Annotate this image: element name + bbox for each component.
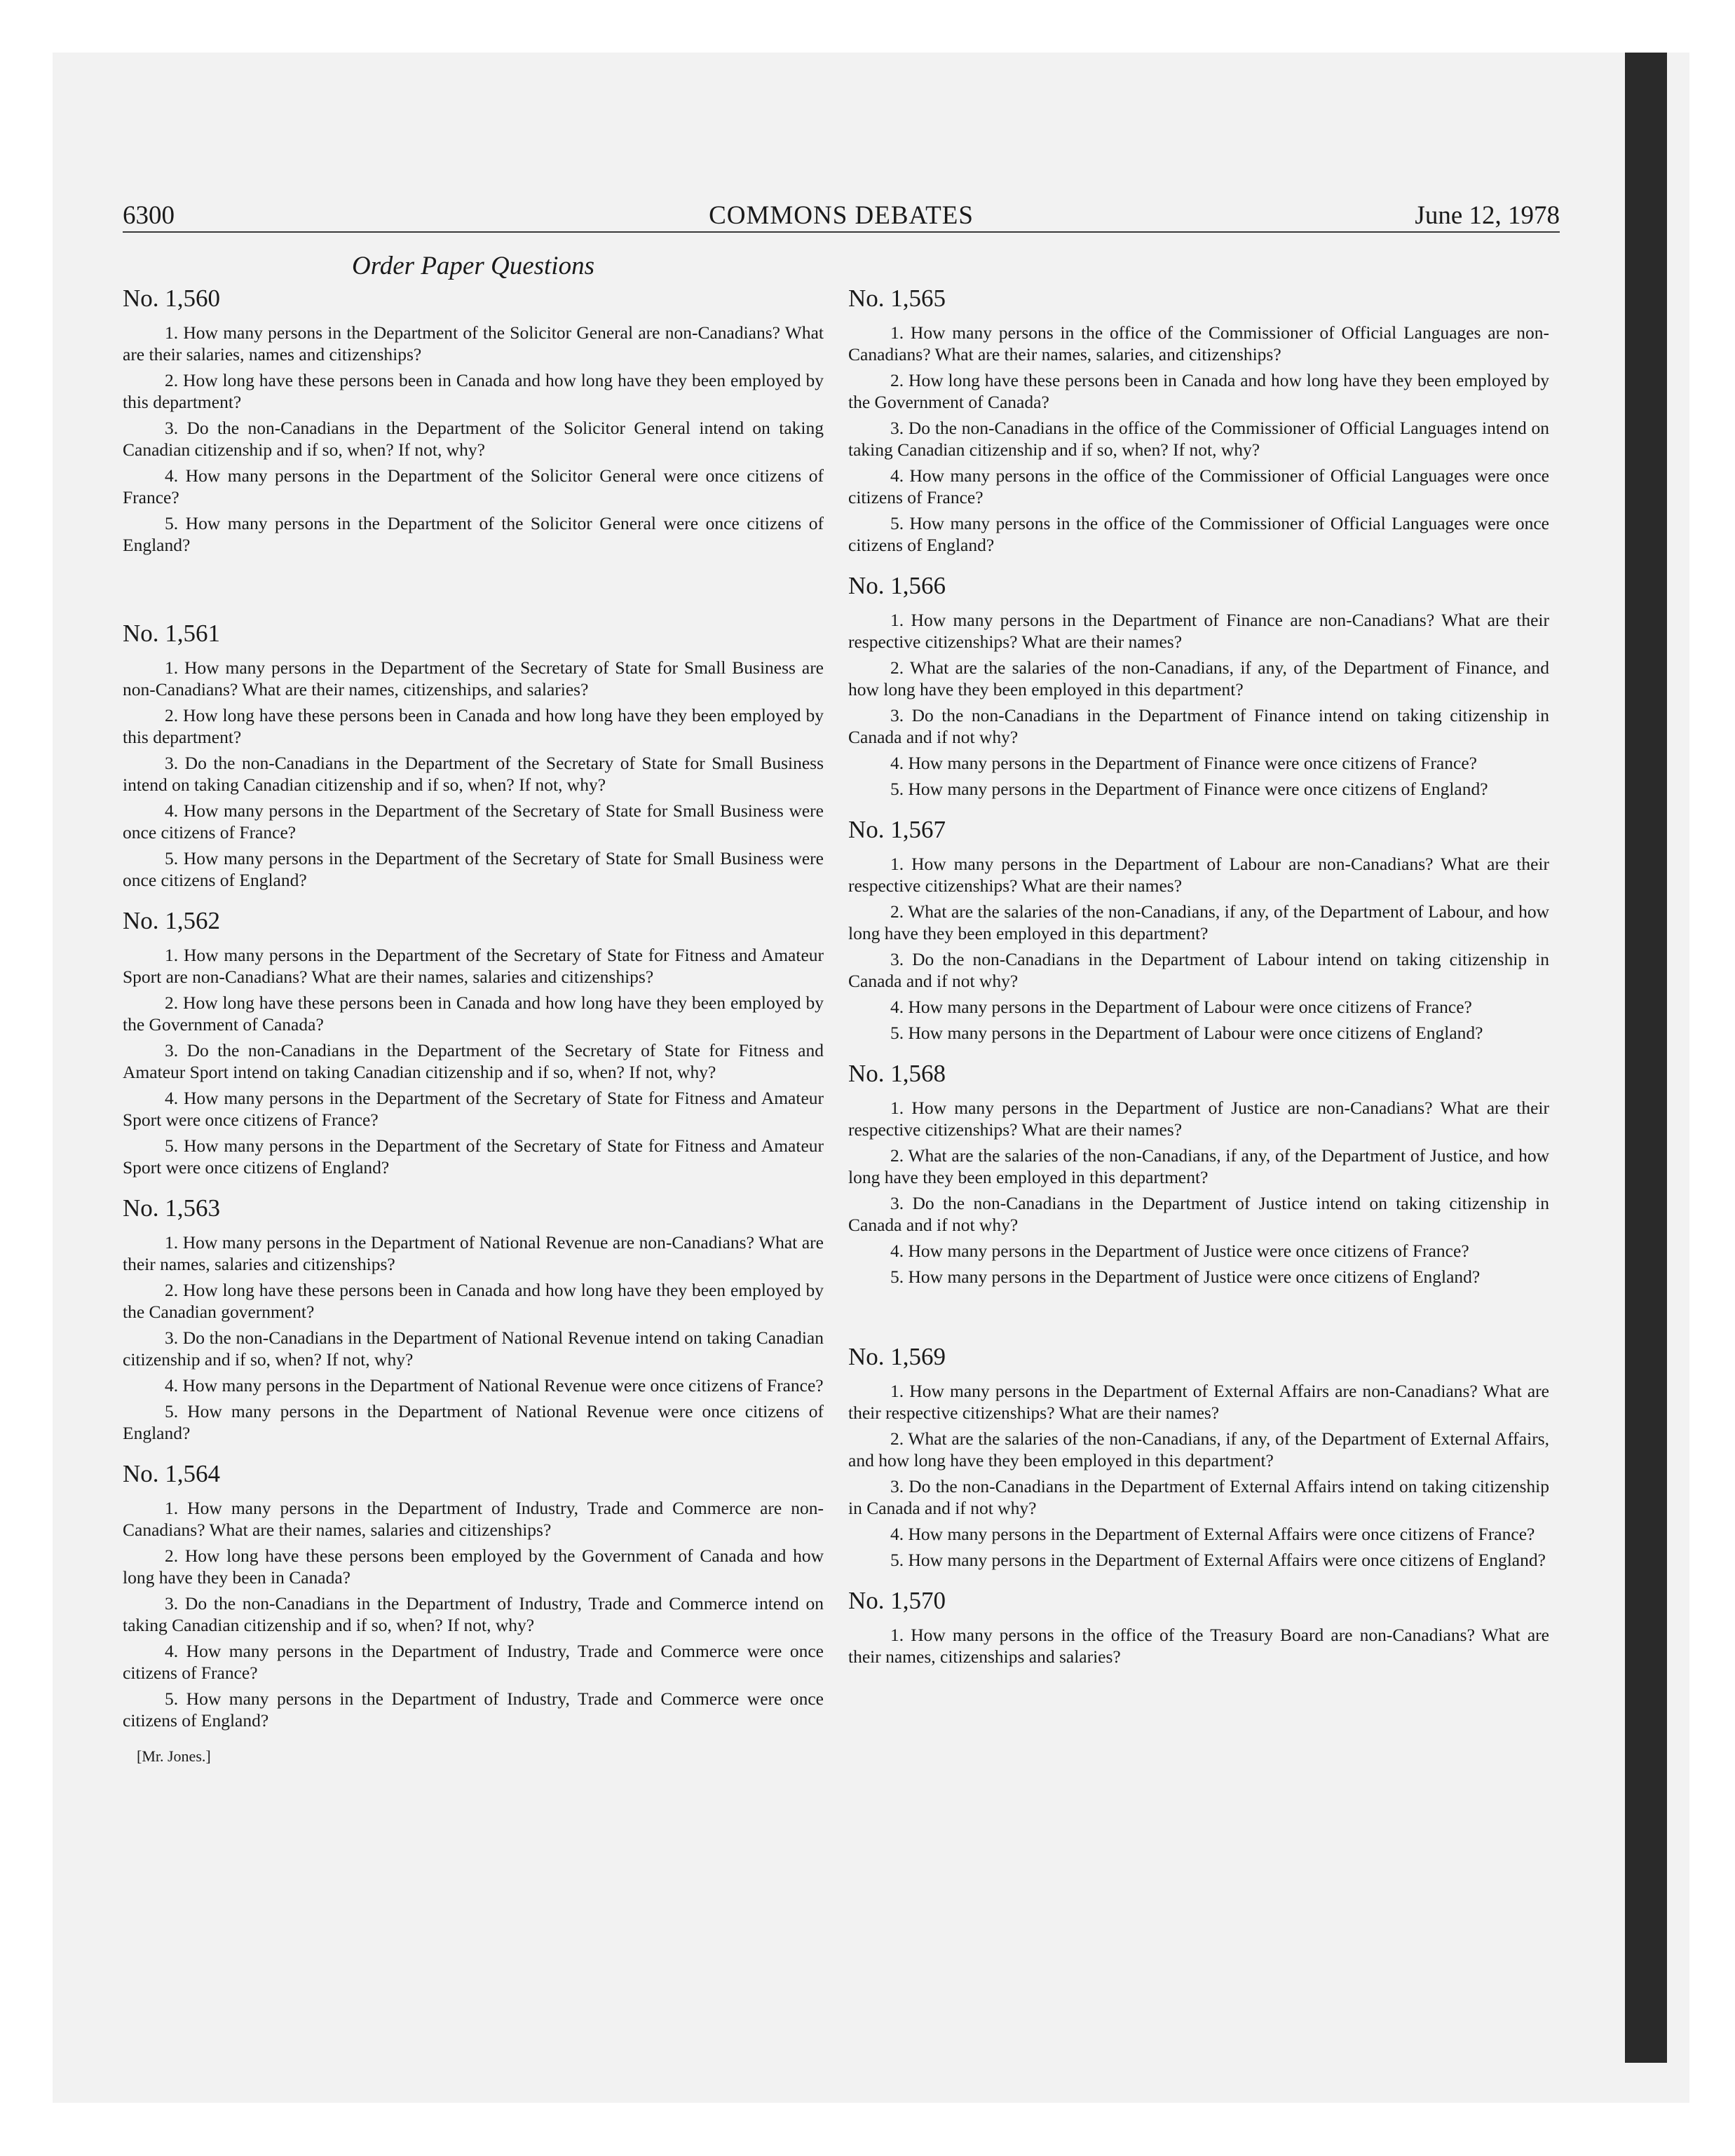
question-number: No. 1,567 — [848, 816, 946, 843]
question-item: 5. How many persons in the Department of the Solicitor General were once citizens of England? — [123, 513, 824, 555]
question-item: 3. Do the non-Canadians in the Department of the Secretary of State for Small Business intend on taking Canadian citizenship and if so, when? If not, why? — [123, 753, 824, 795]
question-item: 4. How many persons in the Department of the Secretary of State for Fitness and Amateur Sport were once citizens of France? — [123, 1088, 824, 1130]
section-title: Order Paper Questions — [352, 252, 594, 280]
question-number: No. 1,565 — [848, 285, 946, 312]
question-item: 5. How many persons in the Department of the Secretary of State for Small Business were once citizens of England? — [123, 848, 824, 890]
question-item: 5. How many persons in the Department of the Secretary of State for Fitness and Amateur Sport were once citizens of England? — [123, 1135, 824, 1178]
question-item: 3. Do the non-Canadians in the Department of Labour intend on taking citizenship in Canada and if not why? — [848, 949, 1549, 991]
question-item: 3. Do the non-Canadians in the Department of Finance intend on taking citizenship in Canada and if not why? — [848, 705, 1549, 747]
question-number: No. 1,570 — [848, 1587, 946, 1614]
question-item: 2. What are the salaries of the non-Canadians, if any, of the Department of External Affairs, and how long have they been employed in this department? — [848, 1428, 1549, 1471]
question-item: 1. How many persons in the Department of the Secretary of State for Small Business are non-Canadians? What are their names, citizenships, and salaries? — [123, 657, 824, 700]
question-item: 2. How long have these persons been in Canada and how long have they been employed by the Canadian government? — [123, 1280, 824, 1322]
question-block — [123, 1459, 824, 1731]
question-block — [848, 815, 1549, 1044]
question-item: 1. How many persons in the Department of Labour are non-Canadians? What are their respective citizenships? What are their names? — [848, 854, 1549, 896]
question-item: 4. How many persons in the Department of Industry, Trade and Commerce were once citizens of France? — [123, 1641, 824, 1683]
publication-date: June 12, 1978 — [1415, 201, 1560, 230]
question-item: 5. How many persons in the Department of Justice were once citizens of England? — [890, 1267, 1481, 1287]
left-column — [123, 284, 824, 1766]
question-number: No. 1,569 — [848, 1343, 946, 1370]
question-number: No. 1,561 — [123, 620, 221, 647]
page-binding-edge — [1625, 53, 1667, 2063]
question-item: 3. Do the non-Canadians in the Department of the Secretary of State for Fitness and Amateur Sport intend on taking Canadian citizenship and if so, when? If not, why? — [123, 1040, 824, 1082]
question-item: 5. How many persons in the office of the Commissioner of Official Languages were once citizens of England? — [848, 513, 1549, 555]
question-number: No. 1,560 — [123, 285, 221, 312]
question-item: 4. How many persons in the office of the Commissioner of Official Languages were once citizens of France? — [848, 465, 1549, 507]
question-item: 5. How many persons in the Department of Finance were once citizens of England? — [890, 779, 1488, 799]
question-item: 3. Do the non-Canadians in the Department of National Revenue intend on taking Canadian citizenship and if so, when? If not, why? — [123, 1328, 824, 1370]
question-item: 5. How many persons in the Department of Labour were once citizens of England? — [890, 1023, 1483, 1043]
question-block — [848, 284, 1549, 556]
question-item: 1. How many persons in the office of the Treasury Board are non-Canadians? What are their names, citizenships and salaries? — [848, 1625, 1549, 1667]
question-number: No. 1,566 — [848, 572, 946, 599]
question-item: 4. How many persons in the Department of Justice were once citizens of France? — [890, 1241, 1469, 1261]
question-item: 1. How many persons in the office of the Commissioner of Official Languages are non-Canadians? What are their names, salaries, and citizenships? — [848, 322, 1549, 364]
question-item: 4. How many persons in the Department of Labour were once citizens of France? — [890, 997, 1472, 1017]
question-item: 1. How many persons in the Department of the Solicitor General are non-Canadians? What are their salaries, names and citizenships? — [123, 322, 824, 364]
question-item: 4. How many persons in the Department of the Secretary of State for Small Business were once citizens of France? — [123, 800, 824, 842]
question-item: 1. How many persons in the Department of External Affairs are non-Canadians? What are their respective citizenships? What are their names? — [848, 1381, 1549, 1423]
question-item: 4. How many persons in the Department of National Revenue were once citizens of France? — [165, 1375, 824, 1396]
question-number: No. 1,568 — [848, 1060, 946, 1087]
question-number: No. 1,563 — [123, 1194, 221, 1222]
question-item: 1. How many persons in the Department of Industry, Trade and Commerce are non-Canadians? What are their names, salaries and citizenships? — [123, 1498, 824, 1540]
question-block — [848, 1059, 1549, 1288]
question-block — [848, 1586, 1549, 1667]
question-block — [123, 1194, 824, 1444]
question-item: 2. How long have these persons been in Canada and how long have they been employed by this department? — [123, 705, 824, 747]
question-item: 2. How long have these persons been employed by the Government of Canada and how long have they been in Canada? — [123, 1546, 824, 1588]
question-number: No. 1,564 — [123, 1460, 221, 1487]
question-item: 3. Do the non-Canadians in the Department of Justice intend on taking citizenship in Canada and if not why? — [848, 1193, 1549, 1235]
question-item: 3. Do the non-Canadians in the Department of External Affairs intend on taking citizenship in Canada and if not why? — [848, 1476, 1549, 1518]
question-block — [848, 571, 1549, 800]
question-item: 5. How many persons in the Department of National Revenue were once citizens of England? — [123, 1401, 824, 1443]
page-header — [123, 202, 1560, 230]
question-number: No. 1,562 — [123, 907, 221, 934]
question-item: 5. How many persons in the Department of External Affairs were once citizens of England? — [890, 1550, 1546, 1570]
question-item: 2. What are the salaries of the non-Canadians, if any, of the Department of Labour, and how long have they been employed in this department? — [848, 901, 1549, 943]
question-item: 4. How many persons in the Department of Finance were once citizens of France? — [890, 753, 1477, 773]
question-item: 1. How many persons in the Department of the Secretary of State for Fitness and Amateur Sport are non-Canadians? What are their names, salaries and citizenships? — [123, 945, 824, 987]
question-item: 2. What are the salaries of the non-Canadians, if any, of the Department of Finance, and how long have they been employed in this department? — [848, 657, 1549, 700]
question-item: 4. How many persons in the Department of the Solicitor General were once citizens of France? — [123, 465, 824, 507]
publication-title: COMMONS DEBATES — [709, 201, 974, 230]
question-item: 2. What are the salaries of the non-Canadians, if any, of the Department of Justice, and how long have they been employed in this department? — [848, 1145, 1549, 1187]
question-item: 4. How many persons in the Department of External Affairs were once citizens of France? — [890, 1524, 1535, 1544]
question-item: 2. How long have these persons been in Canada and how long have they been employed by the Government of Canada? — [123, 992, 824, 1035]
question-item: 1. How many persons in the Department of Justice are non-Canadians? What are their respective citizenships? What are their names? — [848, 1098, 1549, 1140]
question-item: 3. Do the non-Canadians in the Department of the Solicitor General intend on taking Canadian citizenship and if so, when? If not, why? — [123, 418, 824, 460]
header-rule — [123, 231, 1560, 233]
question-item: 2. How long have these persons been in Canada and how long have they been employed by this department? — [123, 370, 824, 412]
speaker-footer: [Mr. Jones.] — [137, 1747, 211, 1765]
question-item: 1. How many persons in the Department of National Revenue are non-Canadians? What are their names, salaries and citizenships? — [123, 1232, 824, 1274]
question-block — [848, 1342, 1549, 1571]
right-column — [848, 284, 1549, 1683]
question-item: 3. Do the non-Canadians in the office of the Commissioner of Official Languages intend on taking Canadian citizenship and if so, when? If not, why? — [848, 418, 1549, 460]
question-block — [123, 284, 824, 556]
question-item: 2. How long have these persons been in Canada and how long have they been employed by the Government of Canada? — [848, 370, 1549, 412]
question-item: 1. How many persons in the Department of Finance are non-Canadians? What are their respective citizenships? What are their names? — [848, 610, 1549, 652]
question-item: 3. Do the non-Canadians in the Department of Industry, Trade and Commerce intend on taking Canadian citizenship and if so, when? If not, why? — [123, 1593, 824, 1635]
page-number: 6300 — [123, 201, 175, 230]
question-item: 5. How many persons in the Department of Industry, Trade and Commerce were once citizens of England? — [123, 1688, 824, 1731]
question-block — [123, 619, 824, 891]
question-block — [123, 906, 824, 1178]
